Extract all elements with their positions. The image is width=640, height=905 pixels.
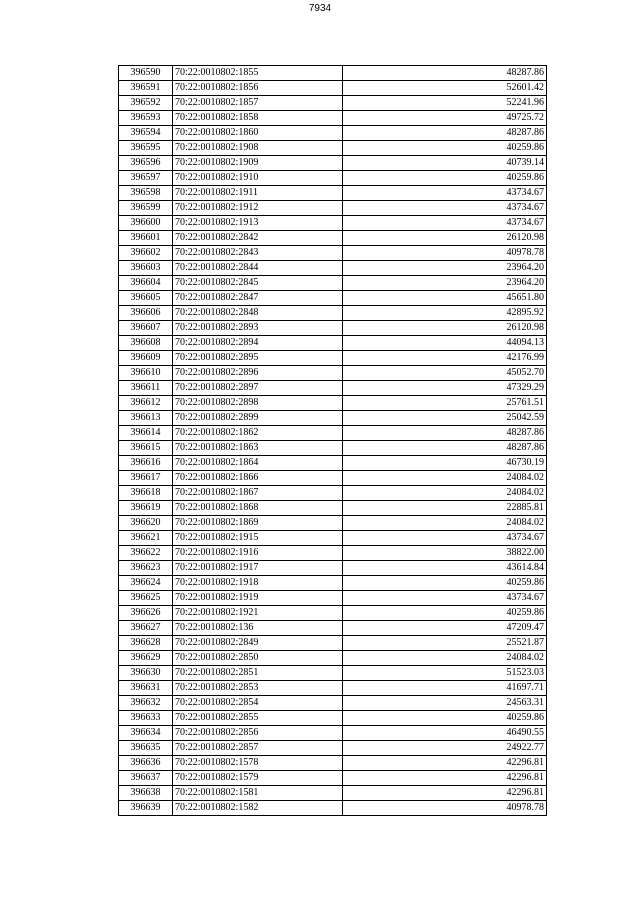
row-number-cell: 396608 <box>119 336 173 351</box>
cadastral-number-cell: 70:22:0010802:2855 <box>173 711 343 726</box>
row-number-cell: 396639 <box>119 801 173 816</box>
row-number-cell: 396619 <box>119 501 173 516</box>
row-number-cell: 396604 <box>119 276 173 291</box>
table-row <box>119 336 547 351</box>
table-row <box>119 81 547 96</box>
value-cell: 25521.87 <box>343 636 547 651</box>
value-cell: 24084.02 <box>343 471 547 486</box>
table-row <box>119 186 547 201</box>
row-number-cell: 396590 <box>119 66 173 81</box>
row-number-cell: 396633 <box>119 711 173 726</box>
row-number-cell: 396599 <box>119 201 173 216</box>
table-row <box>119 621 547 636</box>
table-row <box>119 456 547 471</box>
table-row <box>119 666 547 681</box>
row-number-cell: 396607 <box>119 321 173 336</box>
table-row <box>119 561 547 576</box>
value-cell: 40978.78 <box>343 246 547 261</box>
table-row <box>119 501 547 516</box>
value-cell: 40259.86 <box>343 711 547 726</box>
row-number-cell: 396596 <box>119 156 173 171</box>
cadastral-number-cell: 70:22:0010802:1856 <box>173 81 343 96</box>
row-number-cell: 396623 <box>119 561 173 576</box>
value-cell: 40739.14 <box>343 156 547 171</box>
cadastral-number-cell: 70:22:0010802:1858 <box>173 111 343 126</box>
cadastral-number-cell: 70:22:0010802:2898 <box>173 396 343 411</box>
cadastral-number-cell: 70:22:0010802:1915 <box>173 531 343 546</box>
table-row <box>119 651 547 666</box>
table-row <box>119 411 547 426</box>
cadastral-number-cell: 70:22:0010802:1867 <box>173 486 343 501</box>
value-cell: 43734.67 <box>343 201 547 216</box>
row-number-cell: 396602 <box>119 246 173 261</box>
row-number-cell: 396616 <box>119 456 173 471</box>
table-row <box>119 426 547 441</box>
table-row <box>119 726 547 741</box>
table-row <box>119 546 547 561</box>
row-number-cell: 396591 <box>119 81 173 96</box>
cadastral-number-cell: 70:22:0010802:2849 <box>173 636 343 651</box>
cadastral-number-cell: 70:22:0010802:2899 <box>173 411 343 426</box>
row-number-cell: 396617 <box>119 471 173 486</box>
cadastral-number-cell: 70:22:0010802:2857 <box>173 741 343 756</box>
value-cell: 40978.78 <box>343 801 547 816</box>
row-number-cell: 396592 <box>119 96 173 111</box>
value-cell: 24563.31 <box>343 696 547 711</box>
value-cell: 40259.86 <box>343 141 547 156</box>
row-number-cell: 396612 <box>119 396 173 411</box>
table-row <box>119 261 547 276</box>
table-row <box>119 291 547 306</box>
value-cell: 48287.86 <box>343 126 547 141</box>
table-row <box>119 306 547 321</box>
value-cell: 48287.86 <box>343 441 547 456</box>
table-row <box>119 756 547 771</box>
cadastral-number-cell: 70:22:0010802:1921 <box>173 606 343 621</box>
row-number-cell: 396638 <box>119 786 173 801</box>
cadastral-number-cell: 70:22:0010802:2843 <box>173 246 343 261</box>
cadastral-number-cell: 70:22:0010802:1863 <box>173 441 343 456</box>
cadastral-number-cell: 70:22:0010802:1581 <box>173 786 343 801</box>
cadastral-number-cell: 70:22:0010802:2895 <box>173 351 343 366</box>
cadastral-number-cell: 70:22:0010802:1855 <box>173 66 343 81</box>
table-row <box>119 801 547 816</box>
value-cell: 42895.92 <box>343 306 547 321</box>
value-cell: 44094.13 <box>343 336 547 351</box>
row-number-cell: 396620 <box>119 516 173 531</box>
table-row <box>119 591 547 606</box>
cadastral-number-cell: 70:22:0010802:2848 <box>173 306 343 321</box>
cadastral-number-cell: 70:22:0010802:2853 <box>173 681 343 696</box>
table-row <box>119 471 547 486</box>
table-row <box>119 576 547 591</box>
table-row <box>119 531 547 546</box>
table-row <box>119 711 547 726</box>
row-number-cell: 396613 <box>119 411 173 426</box>
value-cell: 47329.29 <box>343 381 547 396</box>
table-row <box>119 681 547 696</box>
table-row <box>119 786 547 801</box>
row-number-cell: 396609 <box>119 351 173 366</box>
cadastral-number-cell: 70:22:0010802:1869 <box>173 516 343 531</box>
registry-table <box>118 65 547 816</box>
cadastral-number-cell: 70:22:0010802:136 <box>173 621 343 636</box>
cadastral-number-cell: 70:22:0010802:1912 <box>173 201 343 216</box>
page-number: 7934 <box>308 3 332 14</box>
cadastral-number-cell: 70:22:0010802:1911 <box>173 186 343 201</box>
cadastral-number-cell: 70:22:0010802:1908 <box>173 141 343 156</box>
cadastral-number-cell: 70:22:0010802:2897 <box>173 381 343 396</box>
cadastral-number-cell: 70:22:0010802:1909 <box>173 156 343 171</box>
cadastral-number-cell: 70:22:0010802:1913 <box>173 216 343 231</box>
value-cell: 24084.02 <box>343 651 547 666</box>
value-cell: 43734.67 <box>343 591 547 606</box>
table-row <box>119 351 547 366</box>
value-cell: 40259.86 <box>343 171 547 186</box>
value-cell: 42296.81 <box>343 786 547 801</box>
row-number-cell: 396621 <box>119 531 173 546</box>
row-number-cell: 396606 <box>119 306 173 321</box>
table-row <box>119 201 547 216</box>
value-cell: 25042.59 <box>343 411 547 426</box>
cadastral-number-cell: 70:22:0010802:2850 <box>173 651 343 666</box>
value-cell: 24084.02 <box>343 486 547 501</box>
value-cell: 52601.42 <box>343 81 547 96</box>
row-number-cell: 396597 <box>119 171 173 186</box>
value-cell: 48287.86 <box>343 66 547 81</box>
table-row <box>119 246 547 261</box>
row-number-cell: 396637 <box>119 771 173 786</box>
value-cell: 43614.84 <box>343 561 547 576</box>
table-row <box>119 171 547 186</box>
cadastral-number-cell: 70:22:0010802:1579 <box>173 771 343 786</box>
cadastral-number-cell: 70:22:0010802:1868 <box>173 501 343 516</box>
cadastral-number-cell: 70:22:0010802:1916 <box>173 546 343 561</box>
table-row <box>119 696 547 711</box>
table-row <box>119 66 547 81</box>
value-cell: 25761.51 <box>343 396 547 411</box>
value-cell: 23964.20 <box>343 261 547 276</box>
table-row <box>119 111 547 126</box>
row-number-cell: 396611 <box>119 381 173 396</box>
row-number-cell: 396630 <box>119 666 173 681</box>
cadastral-number-cell: 70:22:0010802:1582 <box>173 801 343 816</box>
cadastral-number-cell: 70:22:0010802:2856 <box>173 726 343 741</box>
cadastral-number-cell: 70:22:0010802:1857 <box>173 96 343 111</box>
row-number-cell: 396593 <box>119 111 173 126</box>
value-cell: 45651.80 <box>343 291 547 306</box>
cadastral-number-cell: 70:22:0010802:2893 <box>173 321 343 336</box>
value-cell: 42176.99 <box>343 351 547 366</box>
value-cell: 26120.98 <box>343 321 547 336</box>
row-number-cell: 396635 <box>119 741 173 756</box>
value-cell: 40259.86 <box>343 606 547 621</box>
table-row <box>119 321 547 336</box>
row-number-cell: 396601 <box>119 231 173 246</box>
row-number-cell: 396636 <box>119 756 173 771</box>
value-cell: 42296.81 <box>343 756 547 771</box>
table-row <box>119 216 547 231</box>
row-number-cell: 396626 <box>119 606 173 621</box>
cadastral-number-cell: 70:22:0010802:1918 <box>173 576 343 591</box>
value-cell: 48287.86 <box>343 426 547 441</box>
table-row <box>119 486 547 501</box>
value-cell: 45052.70 <box>343 366 547 381</box>
value-cell: 24922.77 <box>343 741 547 756</box>
table-row <box>119 441 547 456</box>
row-number-cell: 396605 <box>119 291 173 306</box>
value-cell: 41697.71 <box>343 681 547 696</box>
table-row <box>119 96 547 111</box>
value-cell: 46730.19 <box>343 456 547 471</box>
value-cell: 49725.72 <box>343 111 547 126</box>
table-row <box>119 381 547 396</box>
row-number-cell: 396627 <box>119 621 173 636</box>
value-cell: 46490.55 <box>343 726 547 741</box>
table-row <box>119 636 547 651</box>
row-number-cell: 396634 <box>119 726 173 741</box>
row-number-cell: 396624 <box>119 576 173 591</box>
row-number-cell: 396628 <box>119 636 173 651</box>
value-cell: 40259.86 <box>343 576 547 591</box>
row-number-cell: 396614 <box>119 426 173 441</box>
row-number-cell: 396631 <box>119 681 173 696</box>
value-cell: 42296.81 <box>343 771 547 786</box>
row-number-cell: 396610 <box>119 366 173 381</box>
cadastral-number-cell: 70:22:0010802:2844 <box>173 261 343 276</box>
cadastral-number-cell: 70:22:0010802:2842 <box>173 231 343 246</box>
value-cell: 23964.20 <box>343 276 547 291</box>
row-number-cell: 396594 <box>119 126 173 141</box>
cadastral-number-cell: 70:22:0010802:2847 <box>173 291 343 306</box>
cadastral-number-cell: 70:22:0010802:2894 <box>173 336 343 351</box>
row-number-cell: 396629 <box>119 651 173 666</box>
cadastral-number-cell: 70:22:0010802:1860 <box>173 126 343 141</box>
value-cell: 24084.02 <box>343 516 547 531</box>
value-cell: 51523.03 <box>343 666 547 681</box>
cadastral-number-cell: 70:22:0010802:2845 <box>173 276 343 291</box>
cadastral-number-cell: 70:22:0010802:1864 <box>173 456 343 471</box>
table-row <box>119 126 547 141</box>
table-row <box>119 141 547 156</box>
table-row <box>119 231 547 246</box>
row-number-cell: 396595 <box>119 141 173 156</box>
cadastral-number-cell: 70:22:0010802:1862 <box>173 426 343 441</box>
row-number-cell: 396632 <box>119 696 173 711</box>
cadastral-number-cell: 70:22:0010802:2851 <box>173 666 343 681</box>
value-cell: 52241.96 <box>343 96 547 111</box>
table-row <box>119 276 547 291</box>
table-row <box>119 516 547 531</box>
table-row <box>119 741 547 756</box>
registry-table-body <box>119 66 547 816</box>
row-number-cell: 396625 <box>119 591 173 606</box>
value-cell: 38822.00 <box>343 546 547 561</box>
table-row <box>119 396 547 411</box>
row-number-cell: 396603 <box>119 261 173 276</box>
value-cell: 22885.81 <box>343 501 547 516</box>
row-number-cell: 396615 <box>119 441 173 456</box>
cadastral-number-cell: 70:22:0010802:1917 <box>173 561 343 576</box>
table-row <box>119 606 547 621</box>
value-cell: 47209.47 <box>343 621 547 636</box>
row-number-cell: 396622 <box>119 546 173 561</box>
table-row <box>119 771 547 786</box>
cadastral-number-cell: 70:22:0010802:2854 <box>173 696 343 711</box>
value-cell: 43734.67 <box>343 216 547 231</box>
value-cell: 43734.67 <box>343 186 547 201</box>
table-row <box>119 156 547 171</box>
row-number-cell: 396618 <box>119 486 173 501</box>
row-number-cell: 396598 <box>119 186 173 201</box>
value-cell: 43734.67 <box>343 531 547 546</box>
cadastral-number-cell: 70:22:0010802:1578 <box>173 756 343 771</box>
cadastral-number-cell: 70:22:0010802:1910 <box>173 171 343 186</box>
cadastral-number-cell: 70:22:0010802:2896 <box>173 366 343 381</box>
table-row <box>119 366 547 381</box>
value-cell: 26120.98 <box>343 231 547 246</box>
row-number-cell: 396600 <box>119 216 173 231</box>
cadastral-number-cell: 70:22:0010802:1866 <box>173 471 343 486</box>
cadastral-number-cell: 70:22:0010802:1919 <box>173 591 343 606</box>
